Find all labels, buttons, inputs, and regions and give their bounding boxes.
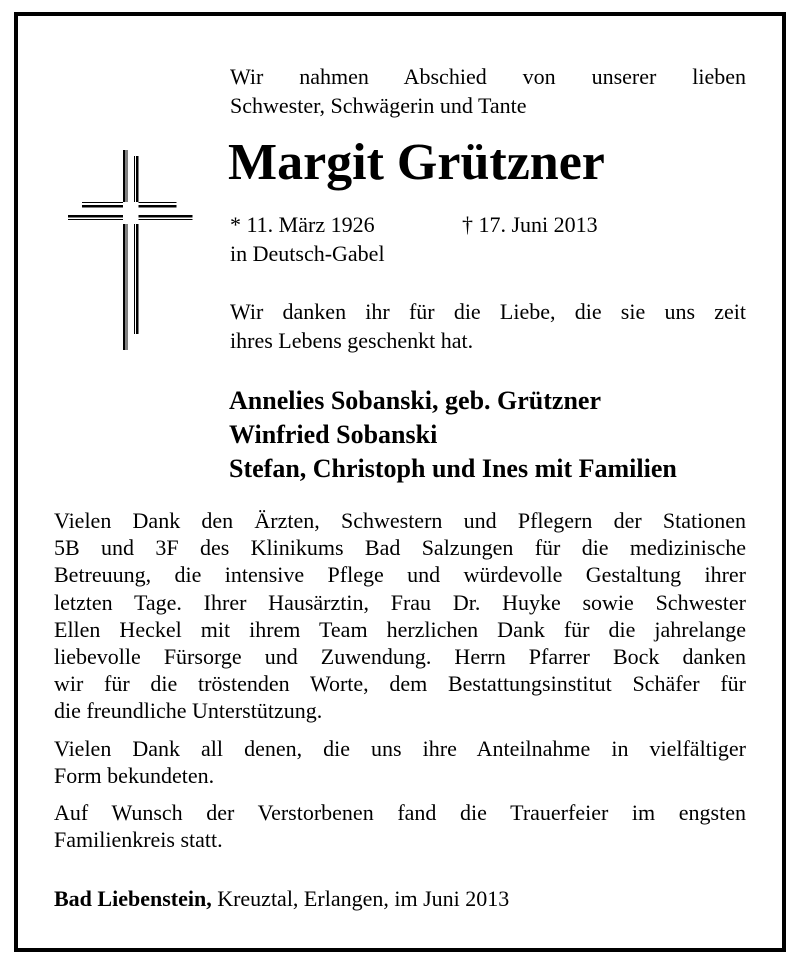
mourner-name: Winfried Sobanski <box>229 420 438 449</box>
intro-line-2: Schwester, Schwägerin und Tante <box>230 93 527 118</box>
gratitude-line-2: ihres Lebens geschenkt hat. <box>230 328 474 353</box>
signoff-rest: Kreuztal, Erlangen, im Juni 2013 <box>211 886 510 911</box>
text-line: Familienkreis statt. <box>54 827 223 853</box>
intro-text <box>230 62 746 120</box>
intro-line-1: Wir nahmen Abschied von unserer lieben <box>230 64 746 89</box>
thanks-paragraph-3 <box>54 799 746 853</box>
text-line: liebevolle Fürsorge und Zuwendung. Herrn Pfarrer Bock danken <box>54 644 746 670</box>
birth-date: * 11. März 1926 <box>230 212 375 237</box>
text-line: letzten Tage. Ihrer Hausärztin, Frau Dr. Huyke sowie Schwester <box>54 589 746 615</box>
death-date: † 17. Juni 2013 <box>462 212 598 237</box>
text-line: 5B und 3F des Klinikums Bad Salzungen für die medizinische <box>54 535 746 561</box>
mourners-list <box>229 384 677 486</box>
birthplace: in Deutsch-Gabel <box>230 241 385 266</box>
text-line: Auf Wunsch der Verstorbenen fand die Trauerfeier im engsten <box>54 800 746 826</box>
cross-icon <box>64 150 196 350</box>
mourner-name: Stefan, Christoph und Ines mit Familien <box>229 454 677 483</box>
thanks-paragraph-1 <box>54 507 746 725</box>
text-line: Form bekundeten. <box>54 762 215 788</box>
text-line: Vielen Dank all denen, die uns ihre Anteilnahme in vielfältiger <box>54 735 746 761</box>
text-line: Ellen Heckel mit ihrem Team herzlichen Dank für die jahrelange <box>54 616 746 642</box>
text-line: Betreuung, die intensive Pflege und würdevolle Gestaltung ihrer <box>54 562 746 588</box>
signoff-place: Bad Liebenstein, <box>54 886 212 911</box>
text-line: die freundliche Unterstützung. <box>54 698 323 724</box>
text-line: Vielen Dank den Ärzten, Schwestern und Pflegern der Stationen <box>54 508 746 533</box>
text-line: wir für die tröstenden Worte, dem Bestattungsinstitut Schäfer für <box>54 671 746 697</box>
gratitude-short <box>230 297 746 355</box>
deceased-name: Margit Grützner <box>228 134 605 191</box>
thanks-paragraph-2 <box>54 735 746 789</box>
birth-info <box>230 210 385 268</box>
gratitude-line-1: Wir danken ihr für die Liebe, die sie uns zeit <box>230 299 746 324</box>
thanks-text <box>54 507 746 863</box>
mourner-name: Annelies Sobanski, geb. Grützner <box>229 386 601 415</box>
signoff <box>54 884 509 913</box>
